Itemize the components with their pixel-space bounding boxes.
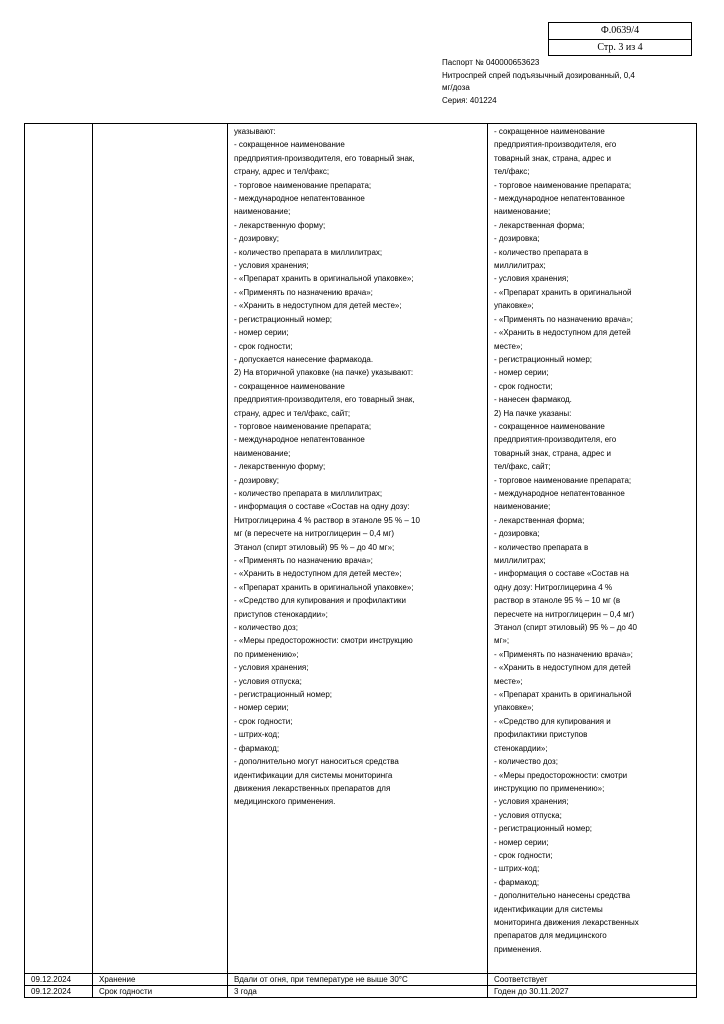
text-line: - дозировку;	[234, 475, 280, 485]
text-line: - «Меры предосторожности: смотри	[494, 770, 628, 780]
text-line: предприятия-производителя, его	[494, 435, 617, 445]
text-line: - лекарственную форму;	[234, 462, 326, 472]
text-line: - количество препарата в	[494, 542, 589, 552]
text-line: - условия отпуска;	[234, 676, 302, 686]
text-line: - «Применять по назначению врача»;	[494, 649, 633, 659]
indicator-cell	[93, 124, 228, 974]
text-line: - сокращенное наименование	[494, 421, 605, 431]
text-line: страну, адрес и тел/факс;	[234, 167, 330, 177]
text-line: 2) На вторичной упаковке (на пачке) указывают:	[234, 368, 414, 378]
form-code: Ф.0639/4	[600, 25, 640, 36]
text-line: инструкцию по применению»;	[494, 783, 605, 793]
text-line: - количество препарата в	[494, 247, 589, 257]
table-row	[25, 974, 697, 986]
date-cell: 09.12.2024	[25, 974, 93, 986]
text-line: наименование;	[494, 502, 551, 512]
text-line: - штрих-код;	[494, 864, 540, 874]
text-line: - сокращенное наименование	[234, 140, 345, 150]
text-line: - регистрационный номер;	[494, 824, 592, 834]
text-line: 2) На пачке указаны:	[494, 408, 572, 418]
text-line: препаратов для медицинского	[494, 931, 607, 941]
batch-series: Серия: 401224	[442, 95, 497, 105]
result-cell: Годен до 30.11.2027	[488, 986, 697, 998]
text-line: наименование;	[234, 448, 291, 458]
passport-header	[442, 57, 692, 107]
text-line: - условия хранения;	[234, 261, 309, 271]
text-line: Нитроглицерина 4 % раствор в этаноле 95 % – 10	[234, 515, 420, 525]
text-line: - дополнительно могут наноситься средства	[234, 757, 399, 767]
text-line: - регистрационный номер;	[234, 690, 332, 700]
text-line: движения лекарственных препаратов для	[234, 783, 391, 793]
date-cell	[25, 124, 93, 974]
text-line: - международное непатентованное	[494, 488, 625, 498]
date-cell: 09.12.2024	[25, 986, 93, 998]
text-line: - номер серии;	[234, 328, 289, 338]
text-line: - условия хранения;	[494, 274, 569, 284]
text-line: мг (в пересчете на нитроглицерин – 0,4 мг)	[234, 529, 394, 539]
text-line: - «Препарат хранить в оригинальной упаковке»;	[234, 582, 414, 592]
text-line: - срок годности;	[494, 850, 553, 860]
text-line: - дозировка;	[494, 234, 540, 244]
text-line: - «Меры предосторожности: смотри инструкцию	[234, 636, 413, 646]
text-line: - номер серии;	[234, 703, 289, 713]
text-line: - дозировку;	[234, 234, 280, 244]
text-line: - условия хранения;	[494, 797, 569, 807]
text-line: - «Средство для купирования и	[494, 716, 611, 726]
text-line: - «Препарат хранить в оригинальной	[494, 690, 632, 700]
text-line: - количество препарата в миллилитрах;	[234, 247, 383, 257]
text-line: - «Средство для купирования и профилактики	[234, 596, 407, 606]
text-line: - международное непатентованное	[494, 194, 625, 204]
text-line: - дозировка;	[494, 529, 540, 539]
quality-table	[24, 123, 697, 998]
text-line: страну, адрес и тел/факс, сайт;	[234, 408, 351, 418]
result-cell: Соответствует	[488, 974, 697, 986]
text-line: - количество доз;	[494, 757, 558, 767]
text-line: - торговое наименование препарата;	[494, 180, 632, 190]
text-line: - «Хранить в недоступном для детей	[494, 663, 631, 673]
text-line: тел/факс;	[494, 167, 530, 177]
text-line: - регистрационный номер;	[494, 354, 592, 364]
text-line: - информация о составе «Состав на одну дозу:	[234, 502, 410, 512]
text-line: пересчете на нитроглицерин – 0,4 мг)	[494, 609, 635, 619]
text-line: - срок годности;	[234, 716, 293, 726]
text-line: - фармакод;	[234, 743, 280, 753]
text-line: одну дозу: Нитроглицерина 4 %	[494, 582, 613, 592]
text-line: - лекарственную форму;	[234, 220, 326, 230]
text-line: - «Препарат хранить в оригинальной упаковке»;	[234, 274, 414, 284]
text-line: - «Препарат хранить в оригинальной	[494, 287, 632, 297]
text-line: месте»;	[494, 676, 523, 686]
text-line: - сокращенное наименование	[494, 127, 605, 136]
text-line: мониторинга движения лекарственных	[494, 917, 639, 927]
result-cell	[488, 124, 697, 974]
text-line: - торговое наименование препарата;	[494, 475, 632, 485]
text-line: - «Хранить в недоступном для детей месте»;	[234, 569, 402, 579]
text-line: - регистрационный номер;	[234, 314, 332, 324]
text-line: - количество препарата в миллилитрах;	[234, 488, 383, 498]
text-line: идентификации для системы мониторинга	[234, 770, 393, 780]
text-line: наименование;	[494, 207, 551, 217]
indicator-cell: Хранение	[93, 974, 228, 986]
text-line: товарный знак, страна, адрес и	[494, 153, 612, 163]
text-line: Этанол (спирт этиловый) 95 % – до 40	[494, 623, 637, 633]
indicator-cell: Срок годности	[93, 986, 228, 998]
requirement-cell: Вдали от огня, при температуре не выше 30°С	[228, 974, 488, 986]
text-line: - торговое наименование препарата;	[234, 421, 372, 431]
text-line: профилактики приступов	[494, 730, 588, 740]
text-line: - информация о составе «Состав на	[494, 569, 629, 579]
text-line: - количество доз;	[234, 623, 298, 633]
text-line: - торговое наименование препарата;	[234, 180, 372, 190]
text-line: - нанесен фармакод.	[494, 395, 572, 405]
text-line: - лекарственная форма;	[494, 515, 585, 525]
text-line: медицинского применения.	[234, 797, 336, 807]
text-line: - условия хранения;	[234, 663, 309, 673]
text-line: раствор в этаноле 95 % – 10 мг (в	[494, 596, 621, 606]
text-line: месте»;	[494, 341, 523, 351]
text-line: предприятия-производителя, его товарный знак,	[234, 395, 415, 405]
text-line: - международное непатентованное	[234, 435, 365, 445]
requirement-cell: 3 года	[228, 986, 488, 998]
product-name-line-1: Нитроспрей спрей подъязычный дозированный, 0,4	[442, 70, 635, 80]
text-line: тел/факс, сайт;	[494, 462, 551, 472]
form-number-box	[548, 22, 692, 56]
passport-number: Паспорт № 040000653623	[442, 58, 540, 67]
text-line: по применению»;	[234, 649, 299, 659]
text-line: - допускается нанесение фармакода.	[234, 354, 374, 364]
text-line: - лекарственная форма;	[494, 220, 585, 230]
text-line: предприятия-производителя, его	[494, 140, 617, 150]
text-line: - срок годности;	[494, 381, 553, 391]
text-line: - «Хранить в недоступном для детей	[494, 328, 631, 338]
text-line: мг»;	[494, 636, 510, 646]
text-line: - «Применять по назначению врача»;	[494, 314, 633, 324]
text-line: товарный знак, страна, адрес и	[494, 448, 612, 458]
text-line: - «Хранить в недоступном для детей месте»;	[234, 301, 402, 311]
product-name-line-2: мг/доза	[442, 83, 470, 92]
text-line: - штрих-код;	[234, 730, 280, 740]
text-line: наименование;	[234, 207, 291, 217]
text-line: приступов стенокардии»;	[234, 609, 328, 619]
text-line: миллилитрах;	[494, 556, 546, 565]
text-line: предприятия-производителя, его товарный знак,	[234, 153, 415, 163]
table-row	[25, 124, 697, 974]
text-line: применения.	[494, 944, 542, 954]
text-line: - «Применять по назначению врача»;	[234, 287, 373, 297]
page-counter: Стр. 3 из 4	[549, 39, 691, 55]
requirement-cell	[228, 124, 488, 974]
text-line: - номер серии;	[494, 837, 549, 847]
text-line: указывают:	[234, 127, 276, 136]
text-line: - фармакод;	[494, 877, 540, 887]
text-line: миллилитрах;	[494, 261, 546, 271]
table-row	[25, 986, 697, 998]
text-line: - «Применять по назначению врача»;	[234, 556, 373, 565]
text-line: - срок годности;	[234, 341, 293, 351]
text-line: - международное непатентованное	[234, 194, 365, 204]
text-line: идентификации для системы	[494, 904, 603, 914]
text-line: - условия отпуска;	[494, 810, 562, 820]
text-line: упаковке»;	[494, 301, 534, 311]
text-line: Этанол (спирт этиловый) 95 % – до 40 мг»;	[234, 542, 395, 552]
text-line: - сокращенное наименование	[234, 381, 345, 391]
text-line: стенокардии»;	[494, 743, 548, 753]
text-line: упаковке»;	[494, 703, 534, 713]
text-line: - номер серии;	[494, 368, 549, 378]
text-line: - дополнительно нанесены средства	[494, 891, 631, 901]
